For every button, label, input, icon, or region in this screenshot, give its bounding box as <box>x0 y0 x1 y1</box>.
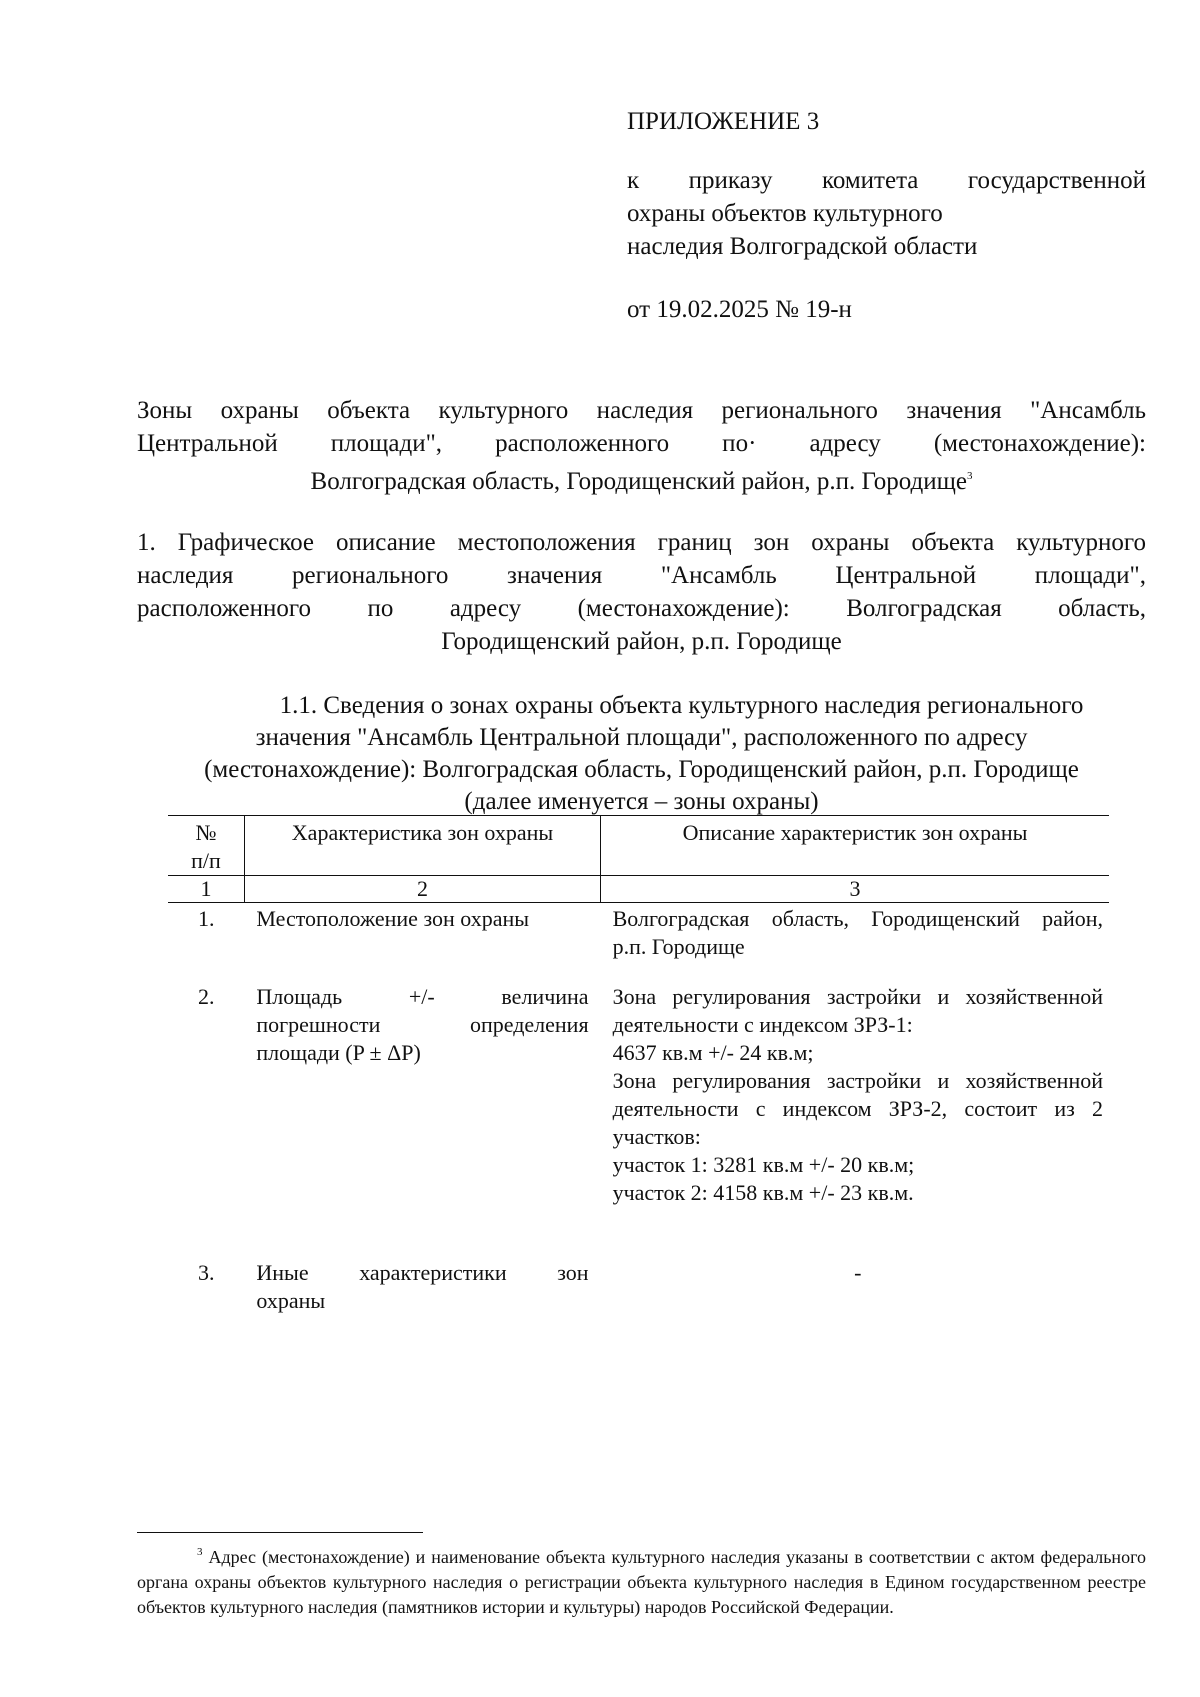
heading-line-last <box>137 460 1146 498</box>
table-row <box>168 1259 1109 1315</box>
row-number: 2. <box>197 984 215 1009</box>
description-line: участок 1: 3281 кв.м +/- 20 кв.м; <box>612 1152 915 1177</box>
appendix-line: к приказу комитета государственной <box>627 167 1146 194</box>
heading-line: Центральной площади", расположенного по· адресу (местонахождение): <box>137 430 1146 457</box>
section-line: наследия регионального значения "Ансамбль Центральной площади", <box>137 562 1146 589</box>
header-col-number <box>168 815 244 876</box>
appendix-order-reference <box>627 164 1146 263</box>
appendix-line: наследия Волгоградской области <box>627 233 978 260</box>
row-characteristic <box>244 983 600 1259</box>
row-description <box>601 903 1109 984</box>
characteristic-line: охраны <box>256 1288 326 1313</box>
column-number: 2 <box>244 876 600 903</box>
row-description: - <box>854 1260 862 1285</box>
row-number: 3. <box>197 1260 215 1285</box>
section-line: 1. Графическое описание местоположения границ зон охраны объекта культурного <box>137 529 1146 556</box>
subsection-line: (местонахождение): Волгоградская область, Городищенский район, р.п. Городище <box>204 756 1079 783</box>
column-number: 3 <box>601 876 1109 903</box>
heading-line: Зоны охраны объекта культурного наследия регионального значения "Ансамбль <box>137 397 1146 424</box>
subsection-line: (далее именуется – зоны охраны) <box>464 788 819 815</box>
header-cell-line: № <box>195 820 217 845</box>
zones-table <box>168 815 1109 1315</box>
row-description <box>601 983 1109 1259</box>
document-heading <box>137 394 1146 498</box>
description-line: 4637 кв.м +/- 24 кв.м; <box>612 1040 814 1065</box>
table-row <box>168 903 1109 984</box>
subsection-line: значения "Ансамбль Центральной площади", расположенного по адресу <box>255 724 1028 751</box>
subsection-1-1-title <box>137 690 1146 818</box>
footnote <box>137 1540 1146 1620</box>
column-number: 1 <box>168 876 244 903</box>
row-number: 1. <box>197 906 215 931</box>
section-line: расположенного по адресу (местонахождение): Волгоградская область, <box>137 595 1146 622</box>
description-line: Зона регулирования застройки и хозяйственной <box>612 1068 1103 1093</box>
table-column-numbers-row <box>168 876 1109 903</box>
appendix-title: ПРИЛОЖЕНИЕ 3 <box>627 108 820 135</box>
characteristic-line: Площадь +/- величина <box>256 984 589 1009</box>
header-col-description: Описание характеристик зон охраны <box>601 815 1109 876</box>
header-col-characteristic: Характеристика зон охраны <box>244 815 600 876</box>
characteristic-line: погрешности определения <box>256 1012 589 1037</box>
header-cell-line: п/п <box>191 848 221 873</box>
characteristic-line: Иные характеристики зон <box>256 1260 589 1285</box>
table-header-row <box>168 815 1109 876</box>
description-line: участков: <box>612 1124 701 1149</box>
description-line: деятельности с индексом ЗРЗ-1: <box>612 1012 913 1037</box>
subsection-line: 1.1. Сведения о зонах охраны объекта культурного наследия регионального <box>279 692 1084 719</box>
description-line: р.п. Городище <box>612 934 745 959</box>
description-line: Зона регулирования застройки и хозяйственной <box>612 984 1103 1009</box>
footnote-indent <box>137 1547 197 1567</box>
footnote-text: Адрес (местонахождение) и наименование объекта культурного наследия указаны в соответствии с актом федерального органа охраны объектов культурного наследия о регистрации объекта культурного наследия в Едином государственном реестре объектов культурного наследия (памятников истории и культуры) народов Российской Федерации. <box>137 1547 1147 1617</box>
heading-line-text: Волгоградская область, Городищенский район, р.п. Городище <box>310 468 967 495</box>
description-line: Волгоградская область, Городищенский район, <box>612 906 1103 931</box>
section-line: Городищенский район, р.п. Городище <box>441 628 842 655</box>
row-characteristic <box>244 1259 600 1315</box>
row-characteristic: Местоположение зон охраны <box>256 906 530 931</box>
characteristic-line: площади (P ± ΔP) <box>256 1040 421 1065</box>
table-row <box>168 983 1109 1259</box>
appendix-date: от 19.02.2025 № 19-н <box>627 296 852 323</box>
footnote-reference: 3 <box>966 470 973 482</box>
appendix-line: охраны объектов культурного <box>627 200 943 227</box>
description-line: участок 2: 4158 кв.м +/- 23 кв.м. <box>612 1180 914 1205</box>
section-1-title <box>137 526 1146 658</box>
footnote-mark: 3 <box>197 1546 203 1558</box>
description-line: деятельности с индексом ЗРЗ-2, состоит из 2 <box>612 1096 1103 1121</box>
footnote-separator <box>137 1532 423 1533</box>
